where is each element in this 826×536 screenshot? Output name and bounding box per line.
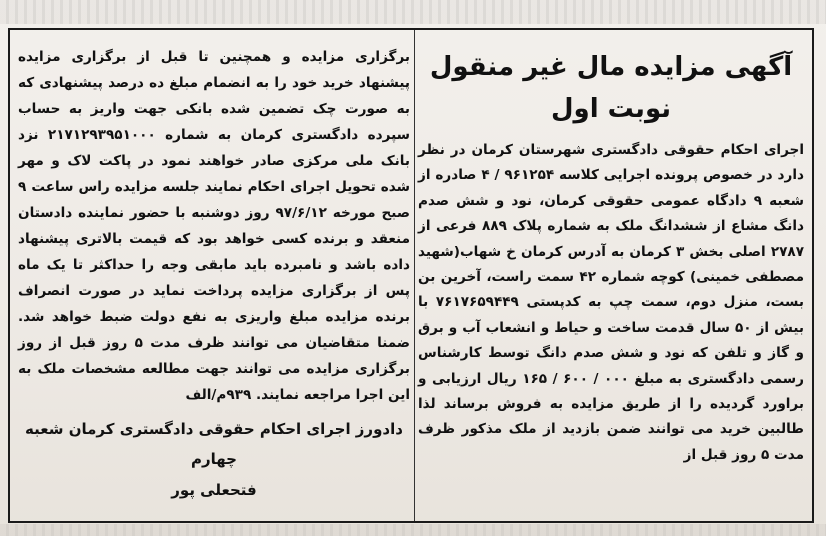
left-column (18, 36, 410, 515)
signature-name: فتحعلی پور (171, 481, 257, 499)
right-column (418, 36, 804, 515)
notice-subtitle: نوبت اول (550, 94, 672, 124)
signature-line: دادورز اجرای احکام حقوقی دادگستری کرمان شعبه چهارم (25, 420, 403, 468)
notice-frame (8, 28, 814, 523)
top-bleed-strip (0, 0, 826, 24)
notice-title: آگهی مزایده مال غیر منقول (429, 52, 793, 82)
column-divider (414, 30, 415, 521)
bottom-bleed-strip (0, 524, 826, 536)
left-column-text: برگزاری مزایده و همچنین تا قبل از برگزاری مزایده پیشنهاد خرید خود را به انضمام مبلغ ده درصد پیشنهادی که به صورت چک تضمین شده بانکی جهت واریز به حساب سپرده دادگستری کرمان به شماره ۲۱۷۱۲۹۳۹۵۱۰۰۰ نزد بانک ملی مرکزی صادر خواهند نمود در پاکت لاک و مهر شده تحویل اجرای احکام نمایند جلسه مزایده راس ساعت ۹ صبح مورخه ۹۷/۶/۱۲ روز دوشنبه با حضور نماینده دادستان منعقد و برنده کسی خواهد بود که قیمت بالاتری پیشنهاد داده باشد و نامبرده باید مابقی وجه را حداکثر تا یک ماه پس از برگزاری مزایده پرداخت نماید در صورت انصراف برنده مزایده مبلغ واریزی به نفع دولت ضبط خواهد شد. ضمنا متقاضیان می توانند ظرف مدت ۵ روز قبل از روز برگزاری مزایده می توانند جهت مطالعه مشخصات ملک به این اجرا مراجعه نمایند. ۹۳۹م/الف (18, 49, 411, 403)
right-column-text: اجرای احکام حقوقی دادگستری شهرستان کرمان در نظر دارد در خصوص پرونده اجرایی کلاسه ۹۶۱۲۵۴ / ۴ صادره از شعبه ۹ دادگاه عمومی حقوقی کرمان، نود و شش صدم دانگ مشاع از ششدانگ ملک به شماره پلاک ۸۸۹ فرعی از ۲۷۸۷ اصلی بخش ۳ کرمان به آدرس کرمان خ شهاب(شهید مصطفی خمینی) کوچه شماره ۴۲ سمت راست، آخرین بن بست، منزل دوم، سمت چپ به کدپستی ۷۶۱۷۶۵۹۴۴۹ با بیش از ۵۰ سال قدمت ساخت و حیاط و انشعاب آب و برق و گاز و تلفن که نود و شش صدم دانگ توسط کارشناس رسمی دادگستری به مبلغ ۰۰۰ / ۶۰۰ / ۱۶۵ ریال ارزیابی و براورد گردیده را از طریق مزایده به فروش برساند لذا طالبین خرید می توانند ضمن بازدید از ملک مذکور ظرف مدت ۵ روز قبل از (418, 142, 805, 463)
